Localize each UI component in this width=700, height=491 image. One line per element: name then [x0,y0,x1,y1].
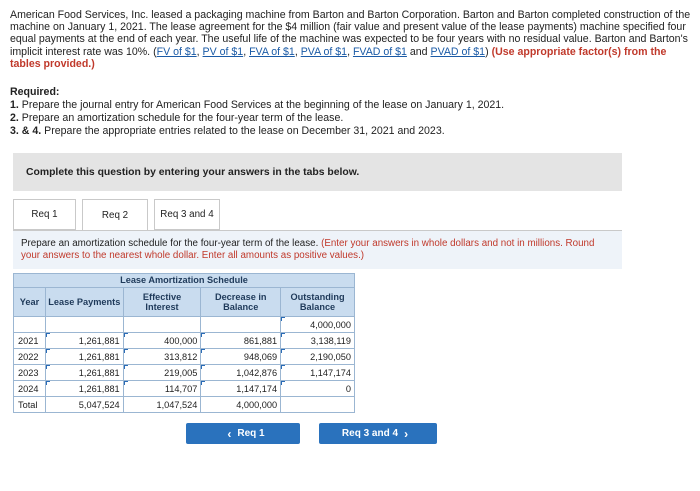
balance-input[interactable]: 1,147,174 [281,365,355,381]
total-label: Total [14,397,46,413]
table-row [14,381,355,397]
factor-instruction: (Use appropriate factor(s) from the tables provided.) [10,45,667,70]
panel-text: Prepare an amortization schedule for the four-year term of the lease. [21,238,319,249]
header-interest: Effective Interest [123,288,201,317]
link-fv-of-1[interactable]: FV of $1 [156,45,197,58]
chevron-right-icon: › [404,426,409,441]
header-balance: Outstanding Balance [281,288,355,317]
tab-panel-instructions [13,230,622,269]
decrease-input[interactable]: 1,147,174 [201,381,281,397]
link-fvad-of-1[interactable]: FVAD of $1 [352,45,407,58]
prev-button-label: Req 1 [237,428,265,439]
interest-input[interactable]: 400,000 [123,333,201,349]
header-year: Year [14,288,46,317]
payment-input[interactable]: 1,261,881 [45,365,123,381]
balance-input[interactable]: 3,138,119 [281,333,355,349]
tab-req-2[interactable]: Req 2 [82,199,148,231]
required-item: 1. Prepare the journal entry for American Food Services at the beginning of the lease on January 1, 2021. [10,99,505,111]
next-button-label: Req 3 and 4 [341,428,399,439]
chevron-left-icon: ‹ [227,426,232,441]
table-row [14,317,355,333]
year-cell: 2021 [14,333,46,349]
header-payments: Lease Payments [45,288,123,317]
tab-bar [13,199,622,230]
next-req-3-and-4-button[interactable] [319,423,437,444]
table-row [14,349,355,365]
total-row [14,397,355,413]
table-row [14,365,355,381]
link-pv-of-1[interactable]: PV of $1 [202,45,244,58]
required-item: 3. & 4. Prepare the appropriate entries related to the lease on December 31, 2021 and 2023. [10,125,445,137]
total-interest: 1,047,524 [123,397,201,413]
tab-req-1[interactable]: Req 1 [13,199,76,230]
payment-input[interactable]: 1,261,881 [45,333,123,349]
payment-input[interactable]: 1,261,881 [45,381,123,397]
year-cell: 2023 [14,365,46,381]
table-row [14,333,355,349]
decrease-input[interactable]: 1,042,876 [201,365,281,381]
year-cell: 2024 [14,381,46,397]
interest-input[interactable]: 114,707 [123,381,201,397]
interest-input[interactable]: 219,005 [123,365,201,381]
link-fva-of-1[interactable]: FVA of $1 [249,45,295,58]
year-cell: 2022 [14,349,46,365]
problem-text: American Food Services, Inc. leased a packaging machine from Barton and Barton Corporation. Barton and Barton completed construction of the machine on January 1, 2021. The lease agreement for the $4 million (fair value and present value of the lease payments) machine specified four equal payments at the end of each year. The useful life of the machine was expected to be four years with no residual value. Barton and Barton's implicit interest rate was 10%. [10,9,691,58]
payment-input[interactable]: 1,261,881 [45,349,123,365]
decrease-input[interactable]: 948,069 [201,349,281,365]
required-title: Required: [10,86,60,98]
tab-req-3-and-4[interactable]: Req 3 and 4 [154,199,220,230]
link-pva-of-1[interactable]: PVA of $1 [300,45,348,58]
link-pvad-of-1[interactable]: PVAD of $1 [430,45,486,58]
required-section [10,86,694,138]
balance-input[interactable]: 2,190,050 [281,349,355,365]
header-decrease: Decrease in Balance [201,288,281,317]
total-payments: 5,047,524 [45,397,123,413]
interest-input[interactable]: 313,812 [123,349,201,365]
schedule-caption: Lease Amortization Schedule [14,274,355,288]
amortization-schedule-table [13,273,355,413]
prev-req-1-button[interactable] [186,423,300,444]
initial-balance-input[interactable]: 4,000,000 [281,317,355,333]
problem-statement: American Food Services, Inc. leased a packaging machine from Barton and Barton Corporation. Barton and Barton completed construction of the machine on January 1, 2021. The lease agreement for the $4 million (fair value and present value of the lease payments) machine specified four equal payments at the end of each year. The useful life of the machine was expected to be four years with no residual value. Barton and Barton's implicit interest rate was 10%. (FV of $1, PV of $1, FVA of $1, PVA of $1, FVAD of $1 and PVAD of $1) (Use appropriate factor(s) from the tables provided.) [10,9,691,70]
decrease-input[interactable]: 861,881 [201,333,281,349]
instructions-banner: Complete this question by entering your answers in the tabs below. [13,153,622,191]
balance-input[interactable]: 0 [281,381,355,397]
total-decrease: 4,000,000 [201,397,281,413]
required-item: 2. Prepare an amortization schedule for the four-year term of the lease. [10,112,344,124]
panel-note: (Enter your answers in whole dollars and not in millions. Round your answers to the nearest whole dollar. Enter all amounts as positive values.) [21,238,595,261]
